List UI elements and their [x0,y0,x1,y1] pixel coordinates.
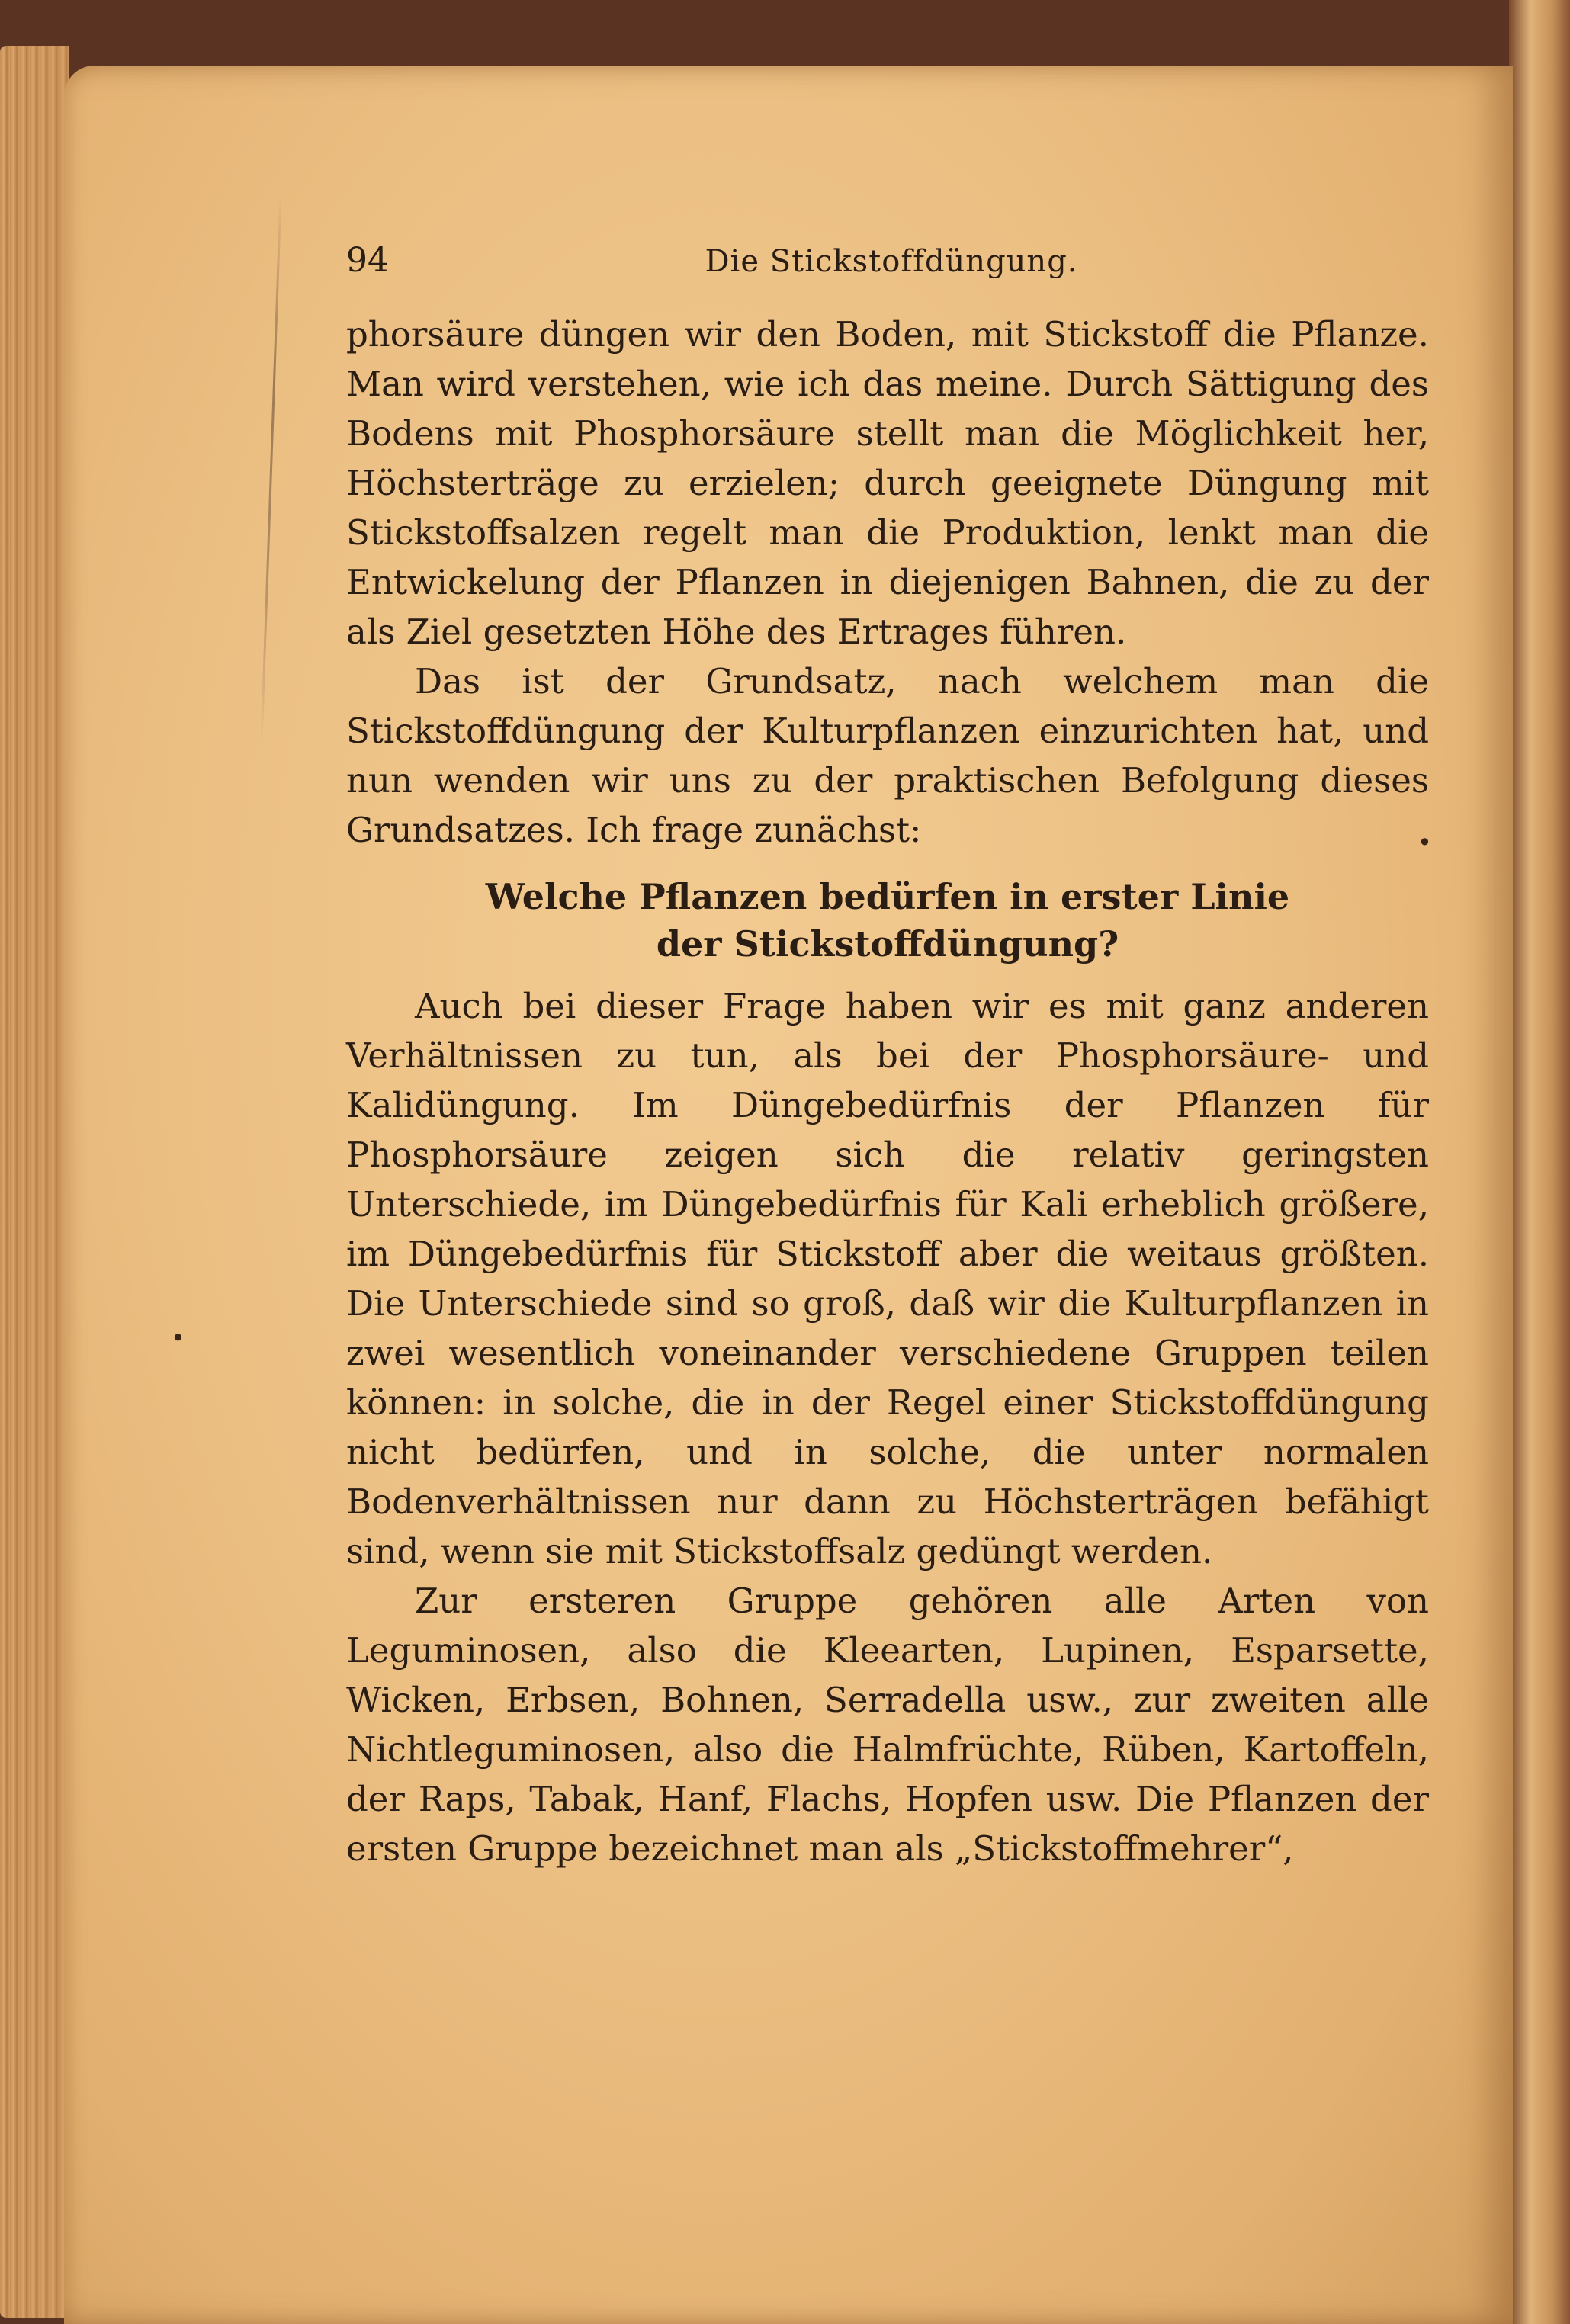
page-header [346,241,1429,310]
section-heading [346,873,1429,968]
book-page [64,66,1513,2324]
section-heading-line-1: Welche Pflanzen bedürfen in erster Linie [485,876,1290,917]
paragraph-4: Zur ersteren Gruppe gehören alle Arten von Leguminosen, also die Kleearten, Lupinen, Esparsette, Wicken, Erbsen, Bohnen, Serradella usw., zur zweiten alle Nichtleguminosen, also die Halmfrüchte, Rüben, Kartoffeln, der Raps, Tabak, Hanf, Flachs, Hopfen usw. Die Pflanzen der ersten Gruppe bezeichnet man als „Stickstoffmehrer“, [346,1581,1429,1869]
book-spine-right [1509,0,1570,2324]
section-heading-line-2: der Stickstoffdüngung? [656,923,1119,965]
paragraph-1: phorsäure düngen wir den Boden, mit Stickstoff die Pflanze. Man wird verstehen, wie ich das meine. Durch Sättigung des Bodens mit Phosphorsäure stellt man die Möglichkeit her, Höchsterträge zu erzielen; durch geeignete Düngung mit Stickstoffsalzen regelt man die Produktion, lenkt man die Entwickelung der Pflanzen in diejenigen Bahnen, die zu der als Ziel gesetzten Höhe des Ertrages führen. [346,314,1429,652]
margin-pencil-mark [260,195,281,744]
paragraph-3: Auch bei dieser Frage haben wir es mit ganz anderen Verhältnissen zu tun, als bei der Phosphorsäure- und Kalidüngung. Im Düngebedürfnis der Pflanzen für Phosphorsäure zeigen sich die relativ geringsten Unterschiede, im Düngebedürfnis für Kali erheblich größere, im Düngebedürfnis für Stickstoff aber die weitaus größten. Die Unterschiede sind so groß, daß wir die Kulturpflanzen in zwei wesentlich voneinander verschiedene Gruppen teilen können: in solche, die in der Regel einer Stickstoffdüngung nicht bedürfen, und in solche, die unter normalen Bodenverhältnissen nur dann zu Höchsterträgen befähigt sind, wenn sie mit Stickstoffsalz gedüngt werden. [346,986,1429,1571]
margin-dot-mark-left: • [171,1324,185,1353]
page-number: 94 [346,241,389,280]
page-edges-left [0,46,69,2318]
margin-dot-mark: • [1417,828,1432,857]
paragraph-2: Das ist der Grundsatz, nach welchem man die Stickstoffdüngung der Kulturpflanzen einzurichten hat, und nun wenden wir uns zu der praktischen Befolgung dieses Grundsatzes. Ich frage zunächst: [346,661,1429,850]
running-title: Die Stickstoffdüngung. [705,244,1078,279]
page-text-block [346,241,1429,1873]
